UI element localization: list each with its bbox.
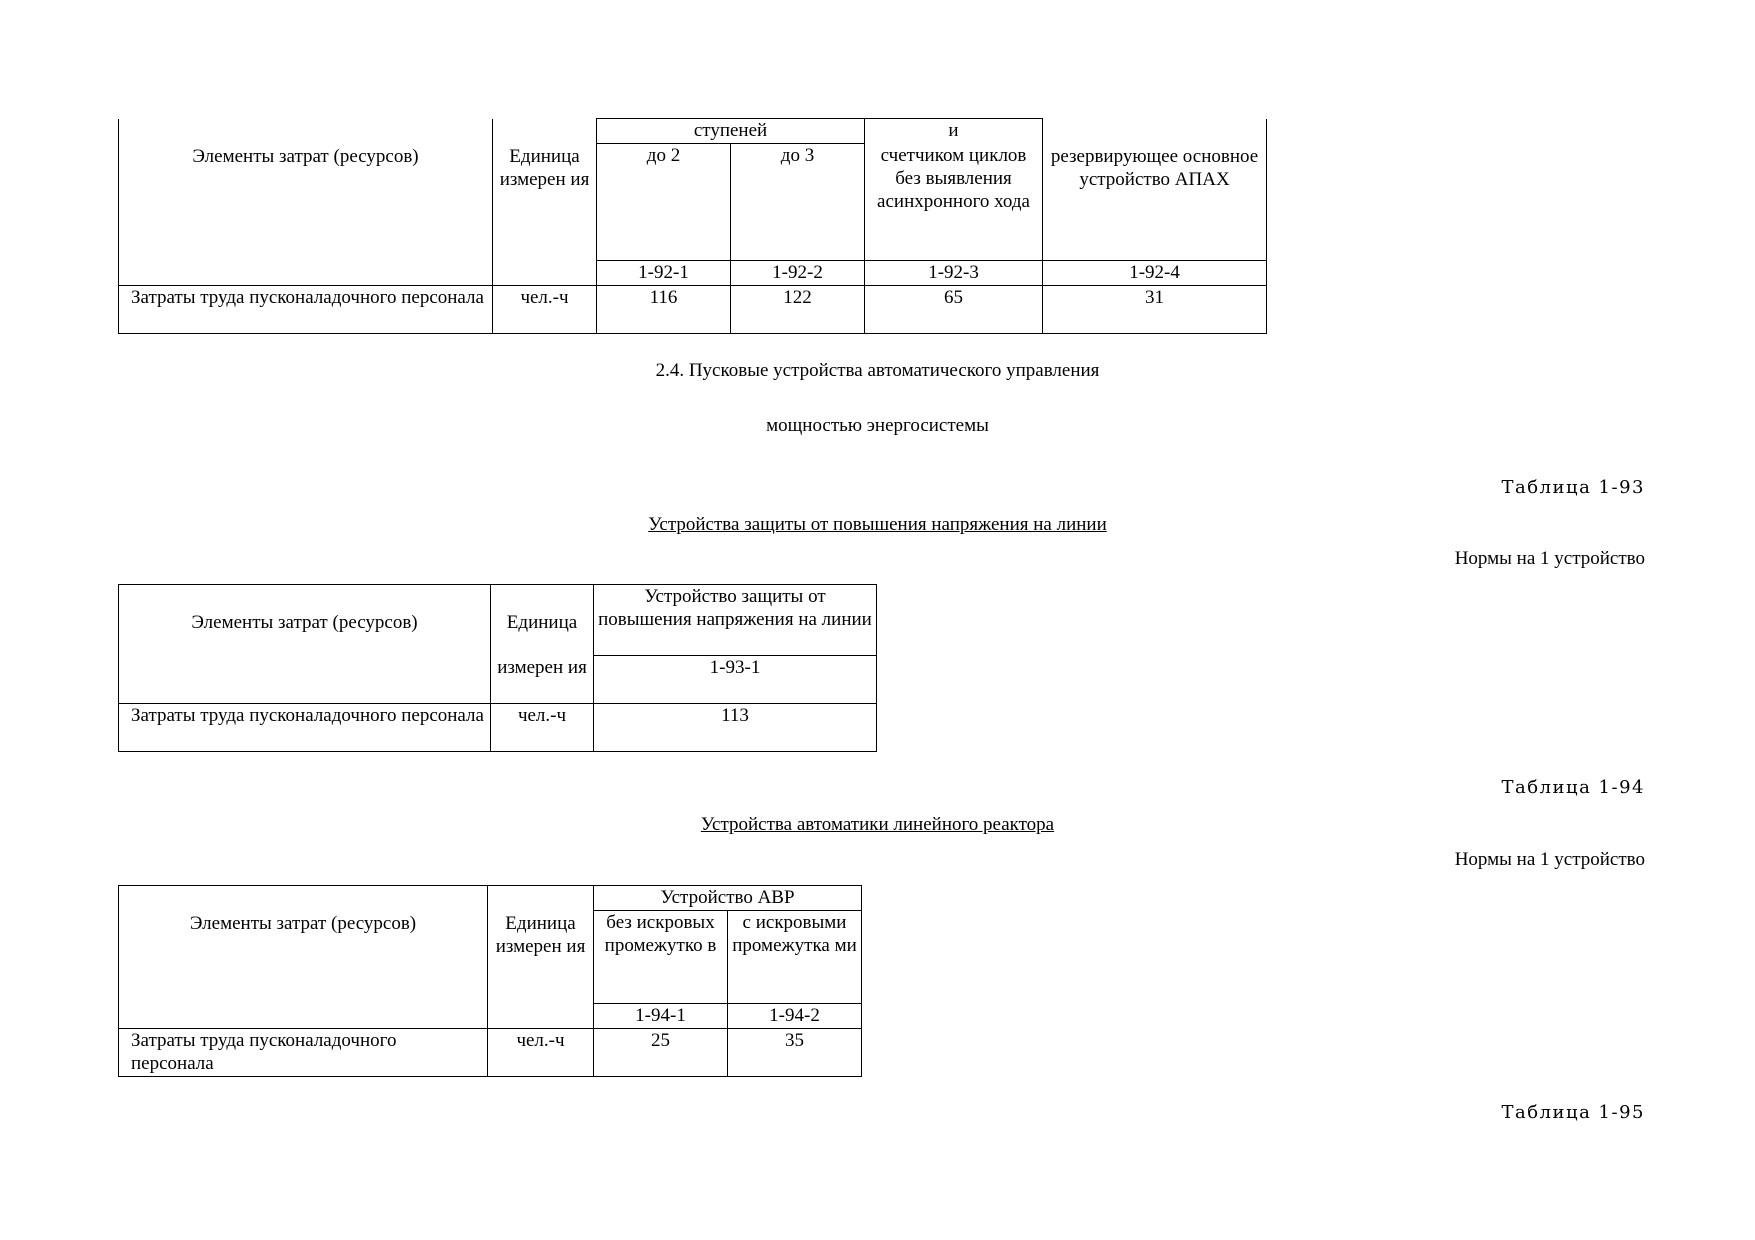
row-unit: чел.-ч	[488, 1029, 594, 1077]
col1-header: Устройство защиты от повышения напряжения на линии	[594, 585, 877, 656]
section-title-line1: 2.4. Пусковые устройства автоматического управления	[655, 360, 1100, 381]
header-unit	[493, 119, 597, 261]
empty-cell	[488, 1004, 594, 1029]
code-cell: 1-92-4	[1043, 261, 1267, 286]
row-unit: чел.-ч	[491, 704, 594, 752]
table-1-94	[118, 885, 862, 1077]
col3-header-top: и	[865, 119, 1043, 144]
code-cell: 1-94-2	[728, 1004, 862, 1029]
value-cell: 65	[865, 286, 1043, 334]
table-title-1-93: Устройства защиты от повышения напряжения на линии	[648, 514, 1107, 535]
table-1-92	[118, 118, 1267, 334]
col3-header: счетчиком циклов без выявления асинхронного хода	[865, 144, 1043, 261]
col2-header: до 3	[731, 144, 865, 261]
norms-label-1-94: Нормы на 1 устройство	[1454, 849, 1645, 870]
group-header-avr: Устройство АВР	[594, 886, 862, 911]
table-1-93	[118, 584, 877, 752]
value-cell: 35	[728, 1029, 862, 1077]
value-cell: 25	[594, 1029, 728, 1077]
col4-header: резервирующее основное устройство АПАХ	[1043, 119, 1267, 261]
value-cell: 113	[594, 704, 877, 752]
header-unit-text: Единица измерен ия	[499, 145, 590, 190]
table-label-1-95: Таблица 1-95	[1501, 1102, 1645, 1123]
norms-label-1-93: Нормы на 1 устройство	[1454, 548, 1645, 569]
section-title-line2: мощностью энергосистемы	[766, 415, 989, 436]
code-cell: 1-92-1	[597, 261, 731, 286]
header-elements: Элементы затрат (ресурсов)	[119, 585, 491, 704]
empty-cell	[119, 261, 493, 286]
value-cell: 116	[597, 286, 731, 334]
code-cell: 1-92-2	[731, 261, 865, 286]
header-elements-text: Элементы затрат (ресурсов)	[192, 145, 419, 167]
code-cell: 1-94-1	[594, 1004, 728, 1029]
header-elements: Элементы затрат (ресурсов)	[119, 886, 488, 1004]
header-unit-bottom: измерен ия	[491, 656, 594, 704]
col1-header: без искровых промежутко в	[594, 911, 728, 1004]
table-label-1-93: Таблица 1-93	[1501, 477, 1645, 498]
row-label: Затраты труда пусконаладочного персонала	[119, 286, 493, 334]
empty-cell	[119, 1004, 488, 1029]
header-elements	[119, 119, 493, 261]
col1-header: до 2	[597, 144, 731, 261]
header-unit-top: Единица	[491, 585, 594, 656]
empty-cell	[493, 261, 597, 286]
value-cell: 122	[731, 286, 865, 334]
row-unit: чел.-ч	[493, 286, 597, 334]
group-header-stages: ступеней	[597, 119, 865, 144]
row-label: Затраты труда пусконаладочного персонала	[119, 1029, 488, 1077]
table-label-1-94: Таблица 1-94	[1501, 777, 1645, 798]
table-title-1-94: Устройства автоматики линейного реактора	[700, 814, 1055, 835]
value-cell: 31	[1043, 286, 1267, 334]
col2-header: с искровыми промежутка ми	[728, 911, 862, 1004]
code-cell: 1-92-3	[865, 261, 1043, 286]
header-unit: Единица измерен ия	[488, 886, 594, 1004]
code-cell: 1-93-1	[594, 656, 877, 704]
row-label: Затраты труда пусконаладочного персонала	[119, 704, 491, 752]
